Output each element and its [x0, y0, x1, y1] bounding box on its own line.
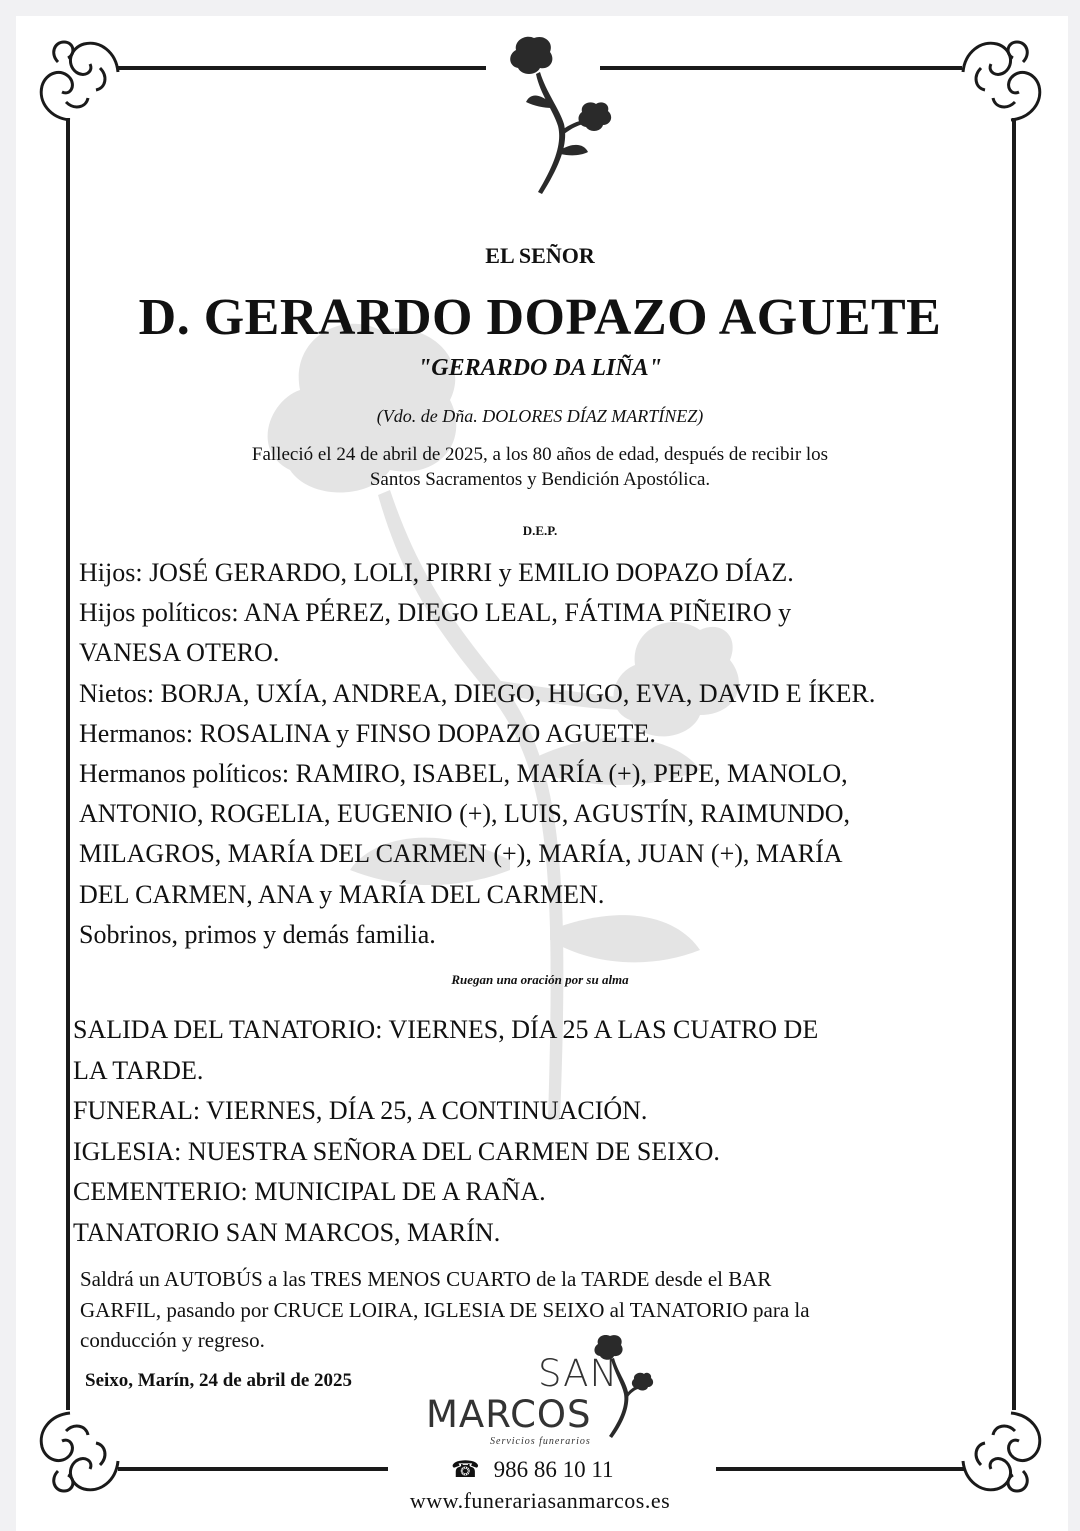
deceased-alias: "GERARDO DA LIÑA": [417, 355, 663, 381]
corner-ornament-bottom-left-icon: [30, 1405, 126, 1501]
death-line-1: Falleció el 24 de abril de 2025, a los 80 años de edad, después de recibir los: [251, 444, 829, 465]
widow-line: (Vdo. de Dña. DOLORES DÍAZ MARTÍNEZ): [376, 406, 704, 426]
family-line: ANTONIO, ROGELIA, EUGENIO (+), LUIS, AGUSTÍN, RAIMUNDO,: [79, 799, 850, 829]
frame-top-right-line: [600, 66, 962, 70]
death-notice: [0, 442, 1080, 492]
family-line: DEL CARMEN, ANA y MARÍA DEL CARMEN.: [79, 879, 605, 909]
family-line: Hermanos políticos: RAMIRO, ISABEL, MARÍA (+), PEPE, MANOLO,: [79, 759, 848, 789]
flower-icon: [500, 32, 620, 200]
corner-ornament-top-left-icon: [30, 32, 126, 128]
family-line: VANESA OTERO.: [79, 638, 280, 668]
frame-top-left-line: [118, 66, 486, 70]
phone-icon: ☎: [451, 1457, 480, 1482]
family-line: Hijos: JOSÉ GERARDO, LOLI, PIRRI y EMILIO DOPAZO DÍAZ.: [79, 558, 794, 587]
service-line: CEMENTERIO: MUNICIPAL DE A RAÑA.: [73, 1177, 546, 1207]
logo-marcos-text: MARCOS: [426, 1393, 592, 1436]
bus-notice: [80, 1264, 980, 1356]
frame-bottom-right-line: [716, 1467, 964, 1471]
family-line: Hijos políticos: ANA PÉREZ, DIEGO LEAL, FÁTIMA PIÑEIRO y: [79, 598, 792, 628]
phone-number[interactable]: 986 86 10 11: [493, 1457, 614, 1482]
service-line: LA TARDE.: [73, 1055, 204, 1085]
family-line: Sobrinos, primos y demás familia.: [79, 919, 436, 949]
title-label: EL SEÑOR: [485, 243, 595, 268]
place-date: Seixo, Marín, 24 de abril de 2025: [85, 1370, 353, 1391]
prayer-request: Ruegan una oración por su alma: [451, 972, 629, 987]
family-list: [79, 553, 1009, 955]
family-line: Nietos: BORJA, UXÍA, ANDREA, DIEGO, HUGO, EVA, DAVID E ÍKER.: [79, 678, 876, 708]
logo-subtitle: Servicios funerarios: [490, 1436, 591, 1447]
website-link[interactable]: www.funerariasanmarcos.es: [409, 1488, 671, 1513]
deceased-name: D. GERARDO DOPAZO AGUETE: [138, 289, 942, 346]
service-line: TANATORIO SAN MARCOS, MARÍN.: [73, 1217, 501, 1247]
corner-ornament-top-right-icon: [955, 32, 1051, 128]
bus-line: conducción y regreso.: [80, 1328, 265, 1352]
dep-label: D.E.P.: [522, 523, 558, 538]
phone-row: [451, 1457, 614, 1483]
family-line: MILAGROS, MARÍA DEL CARMEN (+), MARÍA, JUAN (+), MARÍA: [79, 839, 843, 869]
bus-line: Saldrá un AUTOBÚS a las TRES MENOS CUARTO de la TARDE desde el BAR: [80, 1267, 772, 1291]
death-line-2: Santos Sacramentos y Bendición Apostólica.: [369, 469, 711, 490]
corner-ornament-bottom-right-icon: [955, 1405, 1051, 1501]
service-line: SALIDA DEL TANATORIO: VIERNES, DÍA 25 A LAS CUATRO DE: [73, 1015, 819, 1044]
bus-line: GARFIL, pasando por CRUCE LOIRA, IGLESIA DE SEIXO al TANATORIO para la: [80, 1297, 810, 1322]
family-line: Hermanos: ROSALINA y FINSO DOPAZO AGUETE.: [79, 718, 656, 748]
logo-san-text: SAN: [538, 1352, 619, 1395]
service-info: [73, 1010, 973, 1254]
frame-bottom-left-line: [118, 1467, 388, 1471]
service-line: IGLESIA: NUESTRA SEÑORA DEL CARMEN DE SEIXO.: [73, 1136, 720, 1166]
service-line: FUNERAL: VIERNES, DÍA 25, A CONTINUACIÓN.: [73, 1096, 648, 1126]
